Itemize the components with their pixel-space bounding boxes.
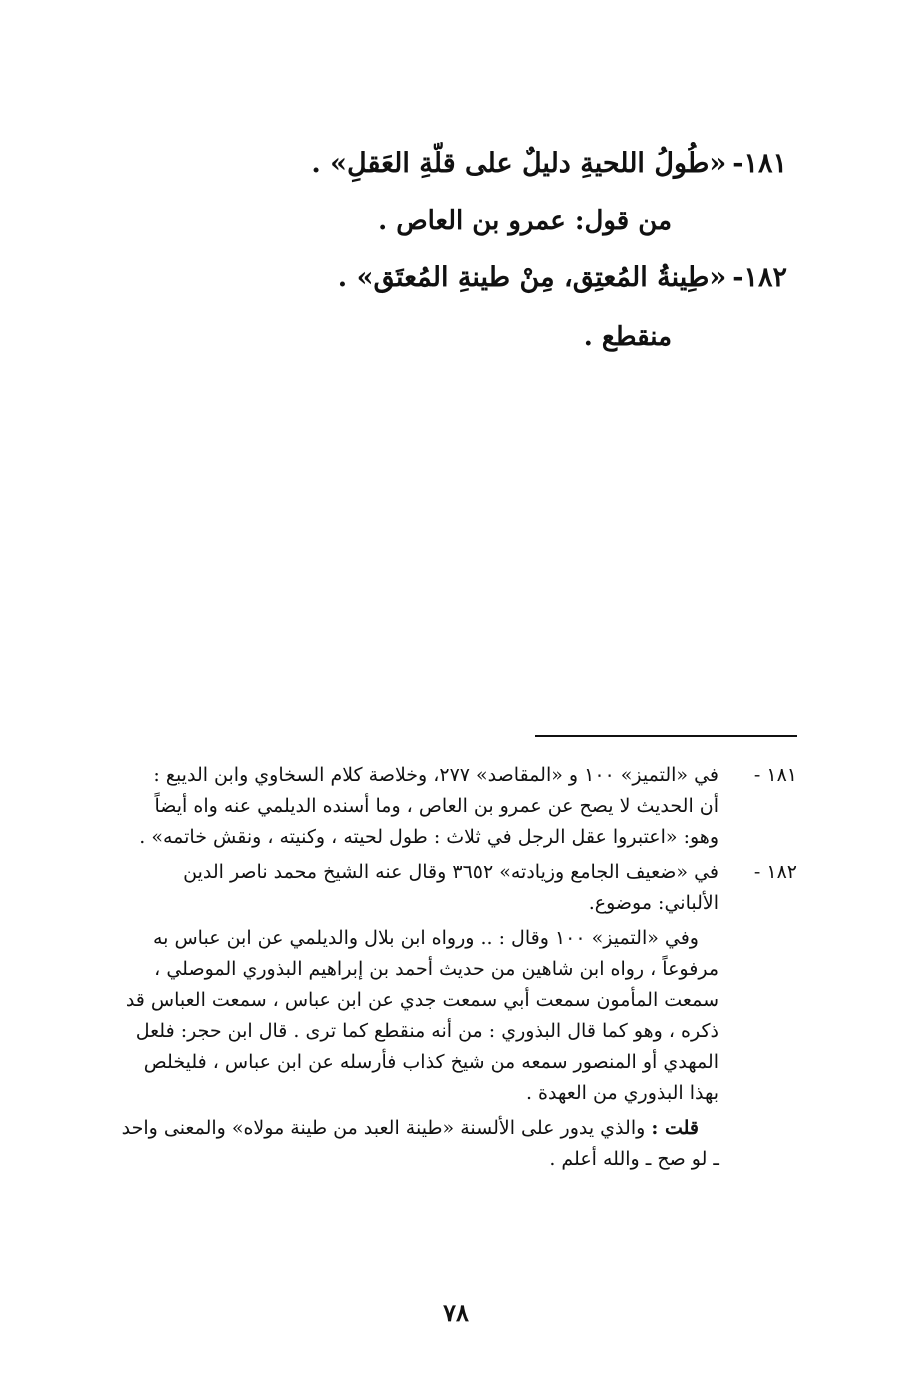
entry-source: منقطع . <box>583 322 672 352</box>
footnote-paragraph: وفي «التميز» ١٠٠ وقال : .. ورواه ابن بلال والديلمي عن ابن عباس به مرفوعاً ، رواه ابن شاهين من حديث أحمد بن إبراهيم البذوري الموصلي ، سمعت المأمون سمعت أبي سمعت جدي عن ابن عباس ، سمعت العباس قد ذكره ، وهو كما قال البذوري : من أنه منقطع كما ترى . قال ابن حجر: فلعل المهدي أو المنصور سمعه من شيخ كذاب فأرسله عن ابن عباس ، فليخلص بهذا البذوري من العهدة . <box>125 927 719 1104</box>
footnote-182 <box>117 857 797 1175</box>
footnote-line: أن الحديث لا يصح عن عمرو بن العاص ، وما أسنده الديلمي عنه واه أيضاً <box>154 795 719 817</box>
entry-number: ١٨١- <box>732 148 787 179</box>
footnote-paragraph <box>117 1113 719 1175</box>
entry-182 <box>338 262 787 293</box>
entry-181 <box>311 148 787 179</box>
footnotes <box>117 760 797 1175</box>
entry-source: من قول: عمرو بن العاص . <box>378 206 672 236</box>
footnote-181 <box>117 760 797 853</box>
page-number: ٧٨ <box>443 1298 469 1327</box>
footnote-remark: والذي يدور على الألسنة «طينة العبد من طينة مولاه» والمعنى واحد ـ لو صح ـ والله أعلم . <box>121 1117 719 1170</box>
footnote-line: وهو: «اعتبروا عقل الرجل في ثلاث : طول لحيته ، وكنيته ، ونقش خاتمه» . <box>139 826 719 848</box>
footnote-number: ١٨١ - <box>753 764 797 786</box>
footnote-line: الألباني: موضوع. <box>588 892 719 914</box>
entry-text: «طِينةُ المُعتِق، مِنْ طينةِ المُعتَق» . <box>337 262 727 293</box>
footnote-separator <box>535 735 797 737</box>
entry-text: «طُولُ اللحيةِ دليلٌ على قلّةِ العَقلِ» . <box>311 148 727 179</box>
footnote-line: في «التميز» ١٠٠ و «المقاصد» ٢٧٧، وخلاصة كلام السخاوي وابن الديبع : <box>153 764 719 786</box>
qultu-label: قلت : <box>651 1117 699 1139</box>
footnote-line: في «ضعيف الجامع وزيادته» ٣٦٥٢ وقال عنه الشيخ محمد ناصر الدين <box>183 861 719 883</box>
footnote-number: ١٨٢ - <box>753 861 797 883</box>
entry-number: ١٨٢- <box>732 262 787 293</box>
